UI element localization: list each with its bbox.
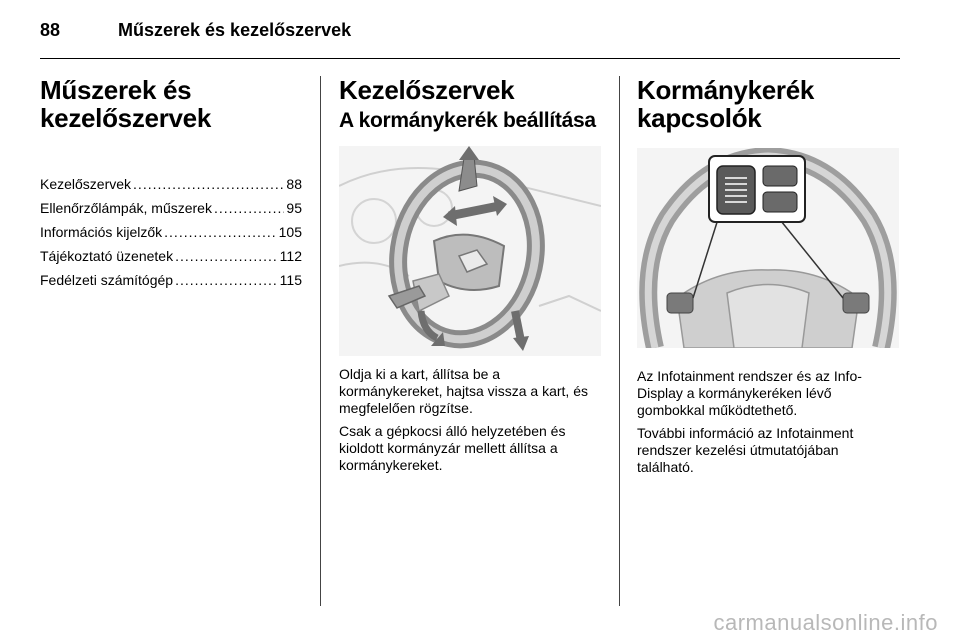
toc-entry[interactable] — [40, 196, 302, 220]
steering-wheel-controls-drawing — [637, 148, 899, 348]
chapter-title: Műszerek és kezelőszervek — [40, 75, 212, 133]
column-divider — [320, 76, 321, 606]
section-title: Kezelőszervek — [339, 75, 515, 105]
paragraph: További információ az Infotainment rendszer kezelési útmutatójában található. — [637, 425, 854, 475]
toc-entry[interactable] — [40, 220, 302, 244]
toc-entry[interactable] — [40, 268, 302, 292]
toc-leader-dots — [175, 244, 278, 268]
toc-entry-page: 112 — [279, 248, 302, 264]
steering-wheel-controls-column — [637, 76, 899, 476]
steering-wheel-controls-illustration — [637, 148, 899, 348]
watermark-text: carmanualsonline.info — [713, 610, 938, 635]
toc-entry-label: Ellenőrzőlámpák, műszerek — [40, 200, 212, 216]
running-title: Műszerek és kezelőszervek — [118, 20, 352, 40]
toc-leader-dots — [214, 196, 284, 220]
toc-entry-page: 105 — [278, 224, 302, 240]
steering-wheel-adjustment-illustration — [339, 146, 601, 356]
section-title: Kormánykerék kapcsolók — [637, 75, 815, 133]
paragraph: Csak a gépkocsi álló helyzetében és kioldott kormányzár mellett állítsa a kormánykereket. — [339, 423, 566, 473]
toc-leader-dots — [133, 172, 284, 196]
page-number: 88 — [40, 20, 61, 40]
paragraph: Az Infotainment rendszer és az Info-Display a kormánykeréken lévő gombokkal működtethető. — [637, 368, 862, 418]
toc-entry[interactable] — [40, 172, 302, 196]
toc-entry-label: Fedélzeti számítógép — [40, 272, 174, 288]
toc-entry-label: Kezelőszervek — [40, 176, 132, 192]
toc-leader-dots — [164, 220, 276, 244]
paragraph: Oldja ki a kart, állítsa be a kormánykereket, hajtsa vissza a kart, és megfelelően rögzítse. — [339, 366, 588, 416]
toc-entry[interactable] — [40, 244, 302, 268]
toc-entry-page: 88 — [286, 176, 302, 192]
chapter-contents-column — [40, 76, 302, 292]
steering-adjustment-column — [339, 76, 601, 474]
toc-entry-label: Tájékoztató üzenetek — [40, 248, 174, 264]
toc-entry-label: Információs kijelzők — [40, 224, 163, 240]
column-divider — [619, 76, 620, 606]
table-of-contents — [40, 172, 302, 292]
toc-entry-page: 115 — [279, 272, 302, 288]
steering-wheel-adjustment-drawing — [339, 146, 601, 356]
toc-entry-page: 95 — [286, 200, 302, 216]
page-header — [40, 14, 900, 59]
subsection-title: A kormánykerék beállítása — [339, 109, 596, 132]
toc-leader-dots — [175, 268, 278, 292]
